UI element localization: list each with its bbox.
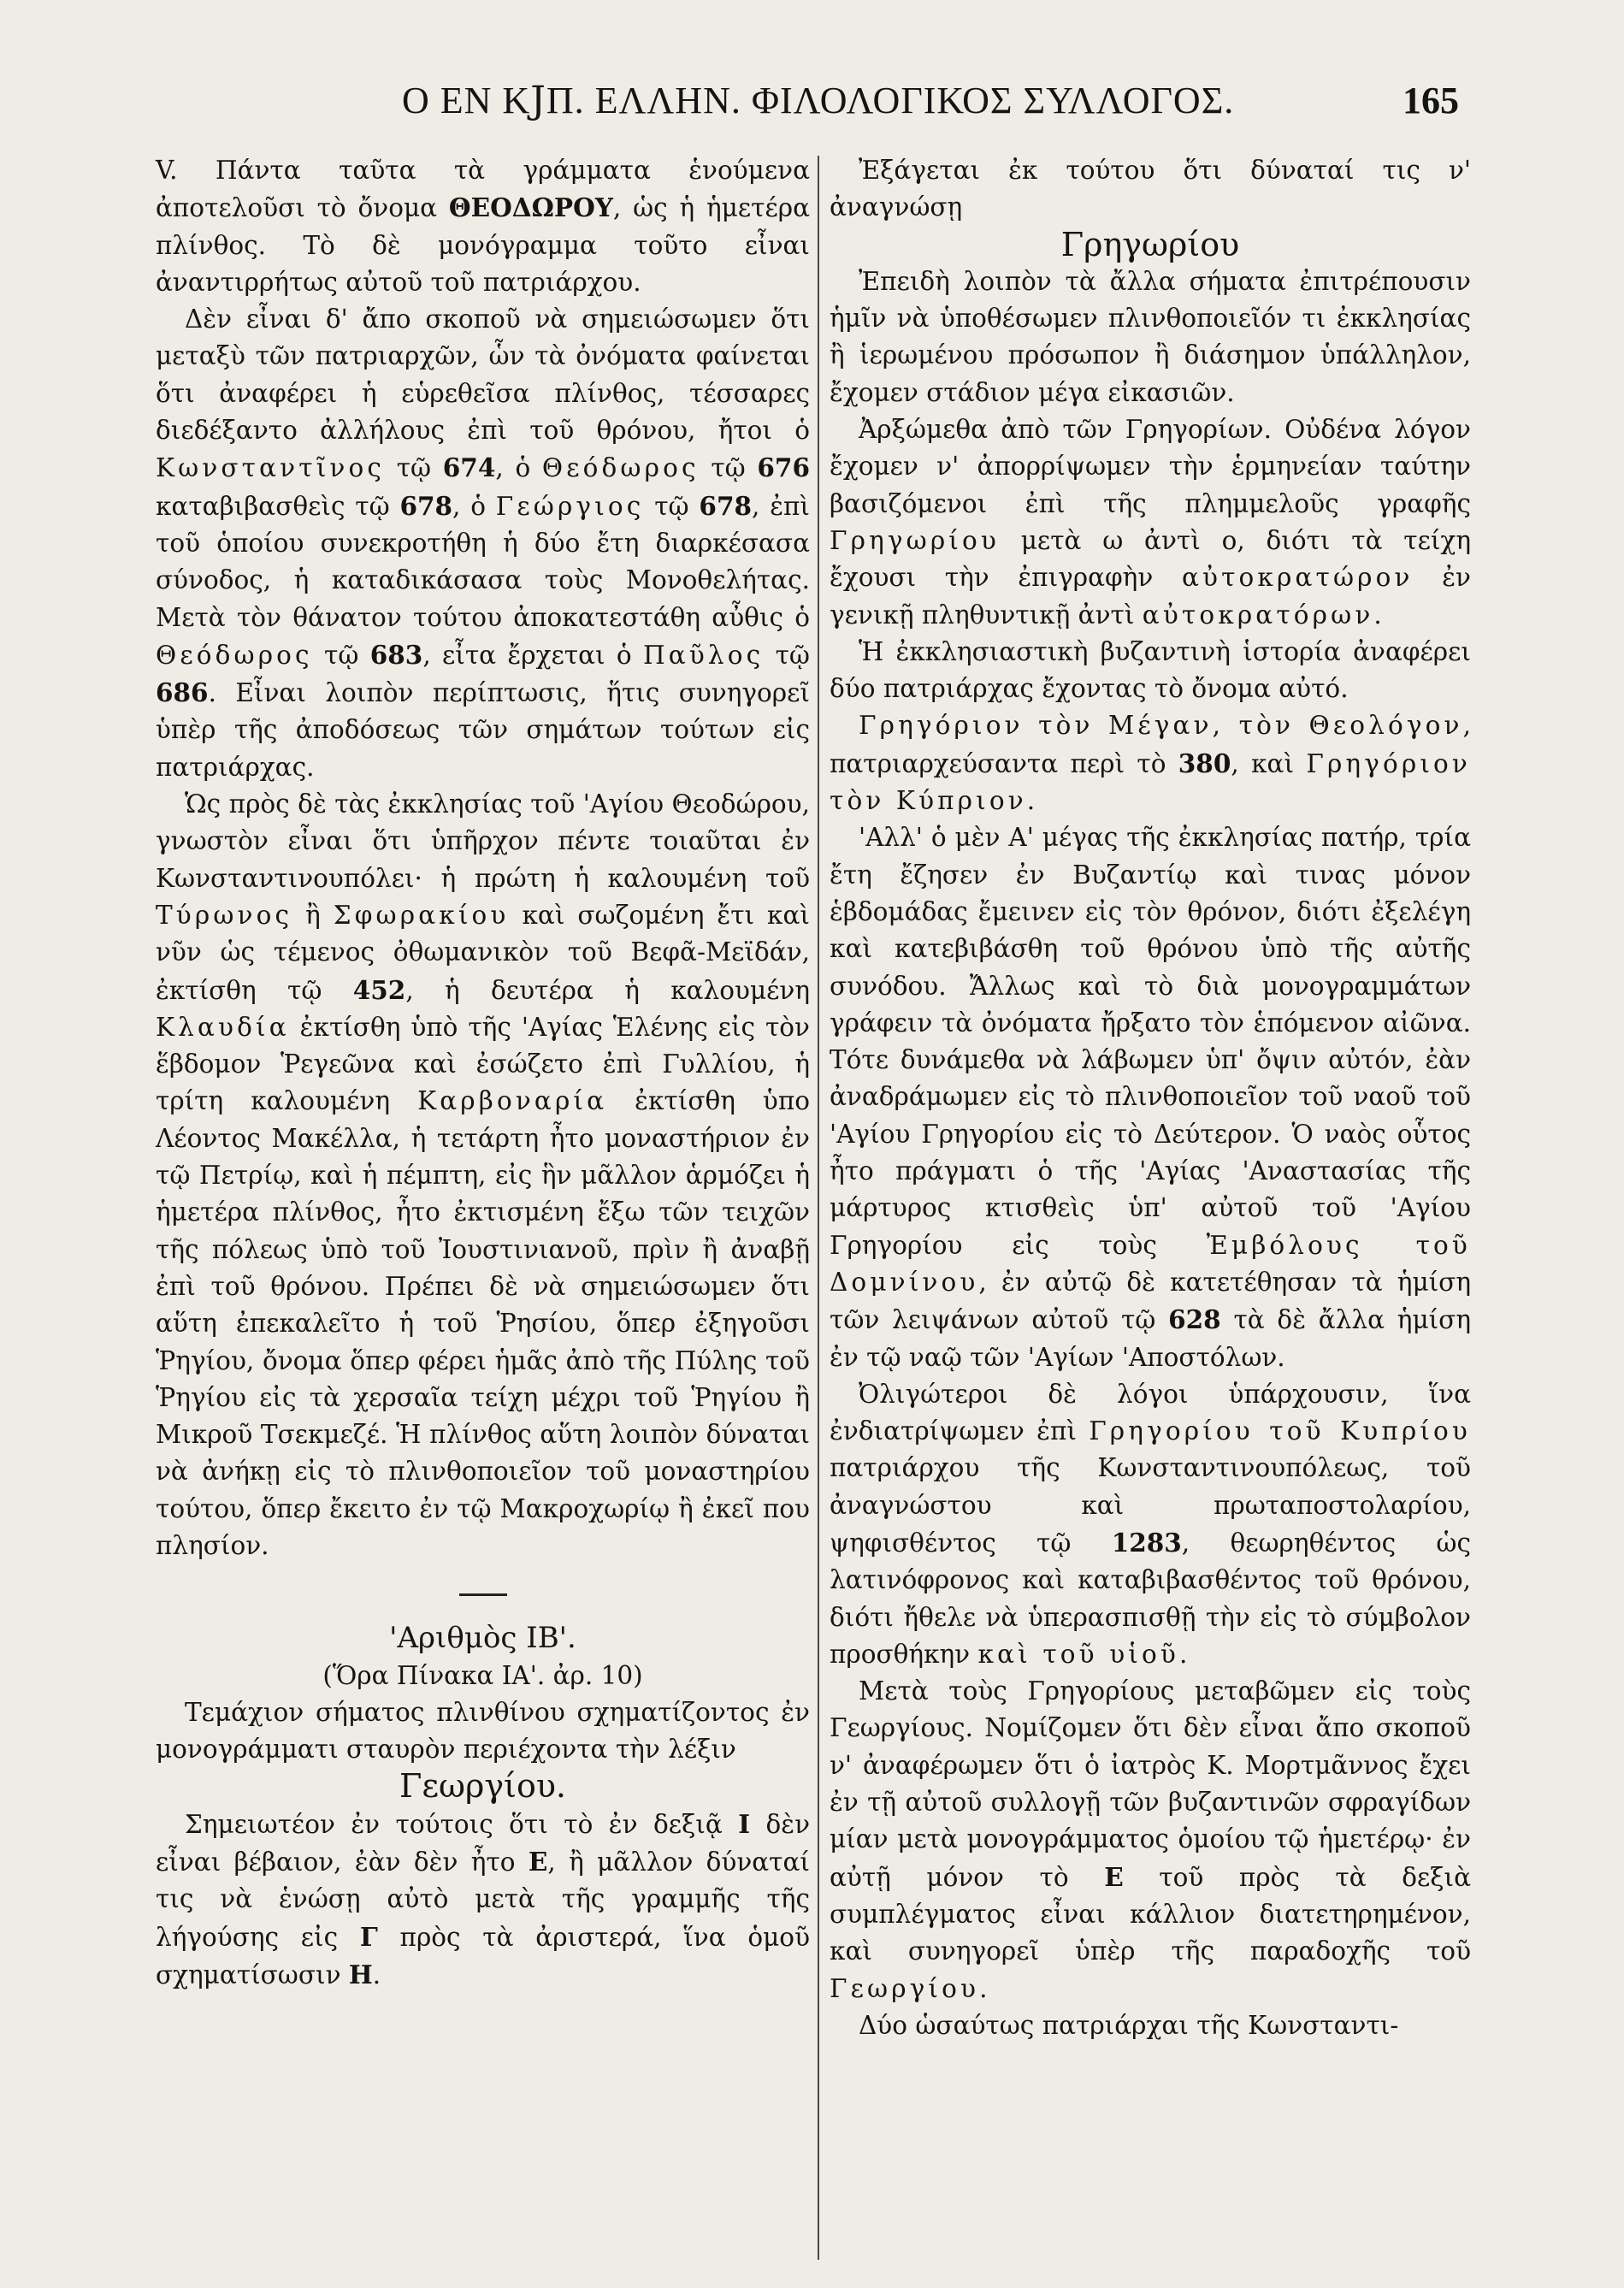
spaced-name: καὶ τοῦ υἱοῦ — [977, 1639, 1179, 1669]
page-number: 165 — [1403, 80, 1459, 121]
paragraph: Τεμάχιον σήματος πλινθίνου σχηματίζοντος ἐν μονογράμματι σταυρὸν περιέχοντα τὴν λέξιν — [156, 1697, 810, 1765]
letter: Γ — [359, 1921, 378, 1952]
spaced-name: Γεώργιος — [495, 491, 645, 521]
spaced-name: Γρηγόριον τὸν Κύπριον — [830, 748, 1471, 816]
year: 380 — [1178, 748, 1231, 778]
spaced-name: Θεόδωρος — [156, 640, 313, 670]
column-divider — [818, 156, 819, 2260]
year: 678 — [399, 490, 453, 521]
paragraph: Ἐξάγεται ἐκ τούτου ὅτι δύναταί τις ν' ἀναγνώσῃ — [830, 156, 1471, 222]
spaced-name: Γρηγορίου τοῦ Κυπρίου — [1089, 1416, 1471, 1446]
spaced-name: Θεόδωρος — [541, 453, 700, 483]
spaced-name: Τύρωνος — [156, 900, 293, 930]
section-reference: (Ὅρα Πίνακα ΙΑ'. ἀρ. 10) — [322, 1660, 643, 1690]
paragraph: Δύο ὡσαύτως πατριάρχαι τῆς Κωνσταντι- — [859, 2010, 1399, 2040]
paragraph: Ὀλιγώτεροι δὲ λόγοι ὑπάρχουσιν, ἵνα ἐνδιατρίψωμεν ἐπὶ Γρηγορίου τοῦ Κυπρίου πατριάρχου τῆς Κωνσταντινουπόλεως, τοῦ ἀναγνώστου καὶ πρωταποστολαρίου, ψηφισθέντος τῷ 1283, θεωρηθέντος ὡς λατινόφρονος καὶ καταβιβασθέντος τοῦ θρόνου, διότι ἤθελε νὰ ὑπερασπισθῇ τὴν εἰς τὸ σύμβολον προσθήκην καὶ τοῦ υἱοῦ. — [830, 1379, 1471, 1669]
spaced-name: Καρβοναρία — [417, 1086, 608, 1116]
right-column — [830, 152, 1471, 2044]
letter: Η — [348, 1959, 373, 1989]
spaced-name: Σφωρακίου — [333, 900, 510, 930]
left-column — [156, 152, 810, 1994]
spaced-name: Παῦλος — [642, 640, 765, 670]
paragraph: Ἀρξώμεθα ἀπὸ τῶν Γρηγορίων. Οὐδένα λόγον ἔχομεν ν' ἀπορρίψωμεν τὴν ἑρμηνείαν ταύτην βασιζόμενοι ἐπὶ τῆς πλημμελοῦς γραφῆς Γρηγωρίου μετὰ ω ἀντὶ ο, διότι τὰ τείχη ἔχουσι τὴν ἐπιγραφὴν αὐτοκρατώρον ἐν γενικῇ πληθυντικῇ ἀντὶ αὐτοκρατόρων. — [830, 415, 1471, 630]
year: 683 — [369, 639, 423, 670]
spaced-name: Γρηγόριον τὸν Μέγαν, τὸν Θεολόγον — [859, 711, 1463, 741]
spaced-name: αὐτοκρατώρον — [1181, 563, 1414, 593]
spaced-name: αὐτοκρατόρων — [1142, 600, 1374, 630]
paragraph: Ἐπειδὴ λοιπὸν τὰ ἄλλα σήματα ἐπιτρέπουσιν ἡμῖν νὰ ὑποθέσωμεν πλινθοποιεῖόν τι ἐκκλησίας ἢ ἱερωμένου πρόσωπον ἢ διάσημον ὑπάλληλον, ἔχομεν στάδιον μέγα εἰκασιῶν. — [830, 266, 1471, 407]
spaced-name: Γρηγωρίου — [830, 525, 1000, 555]
year: 1283 — [1111, 1527, 1182, 1558]
year: 678 — [699, 490, 753, 521]
letter: Ε — [1104, 1861, 1124, 1892]
paragraph: Μετὰ τοὺς Γρηγορίους μεταβῶμεν εἰς τοὺς Γεωργίους. Νομίζομεν ὅτι δὲν εἶναι ἄπο σκοποῦ ν' ἀναφέρωμεν ὅτι ὁ ἰατρὸς Κ. Μορτμᾶννος ἔχει ἐν τῇ αὐτοῦ συλλογῇ τῶν βυζαντινῶν σφραγίδων μίαν μετὰ μονογράμματος ὁμοίου τῷ ἡμετέρῳ· ἐν αὐτῇ μόνον τὸ Ε τοῦ πρὸς τὰ δεξιὰ συμπλέγματος εἶναι κάλλιον διατετηρημένον, καὶ συνηγορεῖ ὑπὲρ τῆς παραδοχῆς τοῦ Γεωργίου. — [830, 1676, 1471, 2003]
paragraph: Ὡς πρὸς δὲ τὰς ἐκκλησίας τοῦ 'Αγίου Θεοδώρου, γνωστὸν εἶναι ὅτι ὑπῆρχον πέντε τοιαῦται ἐν Κωνσταντινουπόλει· ἡ πρώτη ἡ καλουμένη τοῦ Τύρωνος ἢ Σφωρακίου καὶ σωζομένη ἔτι καὶ νῦν ὡς τέμενος ὀθωμανικὸν τοῦ Βεφᾶ-Μεϊδάν, ἐκτίσθη τῷ 452, ἡ δευτέρα ἡ καλουμένη Κλαυδία ἐκτίσθη ὑπὸ τῆς 'Αγίας Ἑλένης εἰς τὸν ἕβδομον Ῥεγεῶνα καὶ ἐσώζετο ἐπὶ Γυλλίου, ἡ τρίτη καλουμένη Καρβοναρία ἐκτίσθη ὑπο Λέοντος Μακέλλα, ἡ τετάρτη ἦτο μοναστήριον ἐν τῷ Πετρίῳ, καὶ ἡ πέμπτη, εἰς ἣν μᾶλλον ἁρμόζει ἡ ἡμετέρα πλίνθος, ἦτο ἐκτισμένη ἔξω τῶν τειχῶν τῆς πόλεως ὑπὸ τοῦ Ἰουστινιανοῦ, πρὶν ἢ ἀναβῇ ἐπὶ τοῦ θρόνου. Πρέπει δὲ νὰ σημειώσωμεν ὅτι αὕτη ἐπεκαλεῖτο ἡ τοῦ Ῥησίου, ὅπερ ἐξηγοῦσι Ῥηγίου, ὄνομα ὅπερ φέρει ἡμᾶς ἀπὸ τῆς Πύλης τοῦ Ῥηγίου εἰς τὰ χερσαῖα τείχη μέχρι τοῦ Ῥηγίου ἢ Μικροῦ Τσεκμεζέ. Ἡ πλίνθος αὕτη λοιπὸν δύναται νὰ ἀνήκῃ εἰς τὸ πλινθοποιεῖον τοῦ μοναστηρίου τούτου, ὅπερ ἔκειτο ἐν τῷ Μακροχωρίῳ ἢ ἐκεῖ που πλησίον. — [156, 789, 811, 1560]
paragraph: Δὲν εἶναι δ' ἄπο σκοποῦ νὰ σημειώσωμεν ὅτι μεταξὺ τῶν πατριαρχῶν, ὧν τὰ ὀνόματα φαίνεται ὅτι ἀναφέρει ἡ εὑρεθεῖσα πλίνθος, τέσσαρες διεδέξαντο ἀλλήλους ἐπὶ τοῦ θρόνου, ἤτοι ὁ Κωνσταντῖνος τῷ 674, ὁ Θεόδωρος τῷ 676 καταβιβασθεὶς τῷ 678, ὁ Γεώργιος τῷ 678, ἐπὶ τοῦ ὁποίου συνεκροτήθη ἡ δύο ἔτη διαρκέσασα σύνοδος, ἡ καταδικάσασα τοὺς Μονοθελήτας. Μετὰ τὸν θάνατον τούτου ἀποκατεστάθη αὖθις ὁ Θεόδωρος τῷ 683, εἶτα ἔρχεται ὁ Παῦλος τῷ 686. Εἶναι λοιπὸν περίπτωσις, ἥτις συνηγορεῖ ὑπὲρ τῆς ἀποδόσεως τῶν σημάτων τούτων εἰς πατριάρχας. — [156, 304, 810, 782]
subheading-grigoriou: Γρηγωρίου — [1060, 225, 1240, 263]
year: 686 — [156, 677, 209, 708]
running-head: Ο ΕΝ ΚͿΠ. ΕΛΛΗΝ. ΦΙΛΟΛΟΓΙΚΟΣ ΣΥΛΛΟΓΟΣ. — [402, 80, 1235, 121]
section-title: 'Αριθμὸς ΙΒ'. — [389, 1621, 576, 1656]
paragraph: V. Πάντα ταῦτα τὰ γράμματα ἑνούμενα ἀποτελοῦσι τὸ ὄνομα ΘΕΟΔΩΡΟΥ, ὡς ἡ ἡμετέρα πλίνθος. Τὸ δὲ μονόγραμμα τοῦτο εἶναι ἀναντιρρήτως αὐτοῦ τοῦ πατριάρχου. — [156, 156, 810, 297]
letter: Ε — [528, 1847, 548, 1877]
spaced-name: Ἐμβόλους τοῦ Δομνίνου — [830, 1230, 1471, 1297]
year: 628 — [1168, 1304, 1221, 1335]
paragraph: 'Αλλ' ὁ μὲν Α' μέγας τῆς ἐκκλησίας πατήρ, τρία ἔτη ἔζησεν ἐν Βυζαντίῳ καὶ τινας μόνον ἑβδομάδας ἔμεινεν εἰς τὸν θρόνον, διότι ἐξελέγη καὶ κατεβιβάσθη τοῦ θρόνου ὑπὸ τῆς αὐτῆς συνόδου. Ἄλλως καὶ τὸ διὰ μονογραμμάτων γράφειν τὰ ὀνόματα ἤρξατο τὸν ἑπόμενον αἰῶνα. Τότε δυνάμεθα νὰ λάβωμεν ὑπ' ὄψιν αὐτόν, ἐὰν ἀναδράμωμεν εἰς τὸ πλινθοποιεῖον τοῦ ναοῦ τοῦ 'Αγίου Γρηγορίου εἰς τὸ Δεύτερον. Ὁ ναὸς οὗτος ἦτο πράγματι ὁ τῆς 'Αγίας 'Αναστασίας τῆς μάρτυρος κτισθεὶς ὑπ' αὐτοῦ τοῦ 'Αγίου Γρηγορίου εἰς τοὺς Ἐμβόλους τοῦ Δομνίνου, ἐν αὐτῷ δὲ κατετέθησαν τὰ ἡμίση τῶν λειψάνων αὐτοῦ τῷ 628 τὰ δὲ ἄλλα ἡμίση ἐν τῷ ναῷ τῶν 'Αγίων 'Αποστόλων. — [830, 823, 1471, 1372]
paragraph: Γρηγόριον τὸν Μέγαν, τὸν Θεολόγον, πατριαρχεύσαντα περὶ τὸ 380, καὶ Γρηγόριον τὸν Κύπριον. — [830, 711, 1471, 816]
paragraph: Σημειωτέον ἐν τούτοις ὅτι τὸ ἐν δεξιᾷ Ι δὲν εἶναι βέβαιον, ἐὰν δὲν ἦτο Ε, ἢ μᾶλλον δύναταί τις νὰ ἑνώσῃ αὐτὸ μετὰ τῆς γραμμῆς τῆς λήγούσης εἰς Γ πρὸς τὰ ἀριστερά, ἵνα ὁμοῦ σχηματίσωσιν Η. — [156, 1808, 811, 1989]
subheading-georgiou: Γεωργίου. — [399, 1767, 567, 1806]
spaced-name: Κωνσταντῖνος — [156, 453, 386, 483]
page-header — [0, 68, 1624, 137]
letter: Ι — [738, 1808, 751, 1839]
name-theodorou: ΘΕΟΔΩΡΟΥ — [448, 192, 613, 223]
section-divider — [459, 1593, 507, 1596]
year: 452 — [352, 974, 406, 1005]
spaced-name: Κλαυδία — [156, 1012, 290, 1042]
year: 676 — [757, 452, 810, 483]
year: 674 — [442, 452, 496, 483]
spaced-name: Γεωργίου — [830, 1973, 980, 2003]
paragraph: Ἡ ἐκκλησιαστικὴ βυζαντινὴ ἱστορία ἀναφέρει δύο πατριάρχας ἔχοντας τὸ ὄνομα αὐτό. — [830, 636, 1471, 704]
